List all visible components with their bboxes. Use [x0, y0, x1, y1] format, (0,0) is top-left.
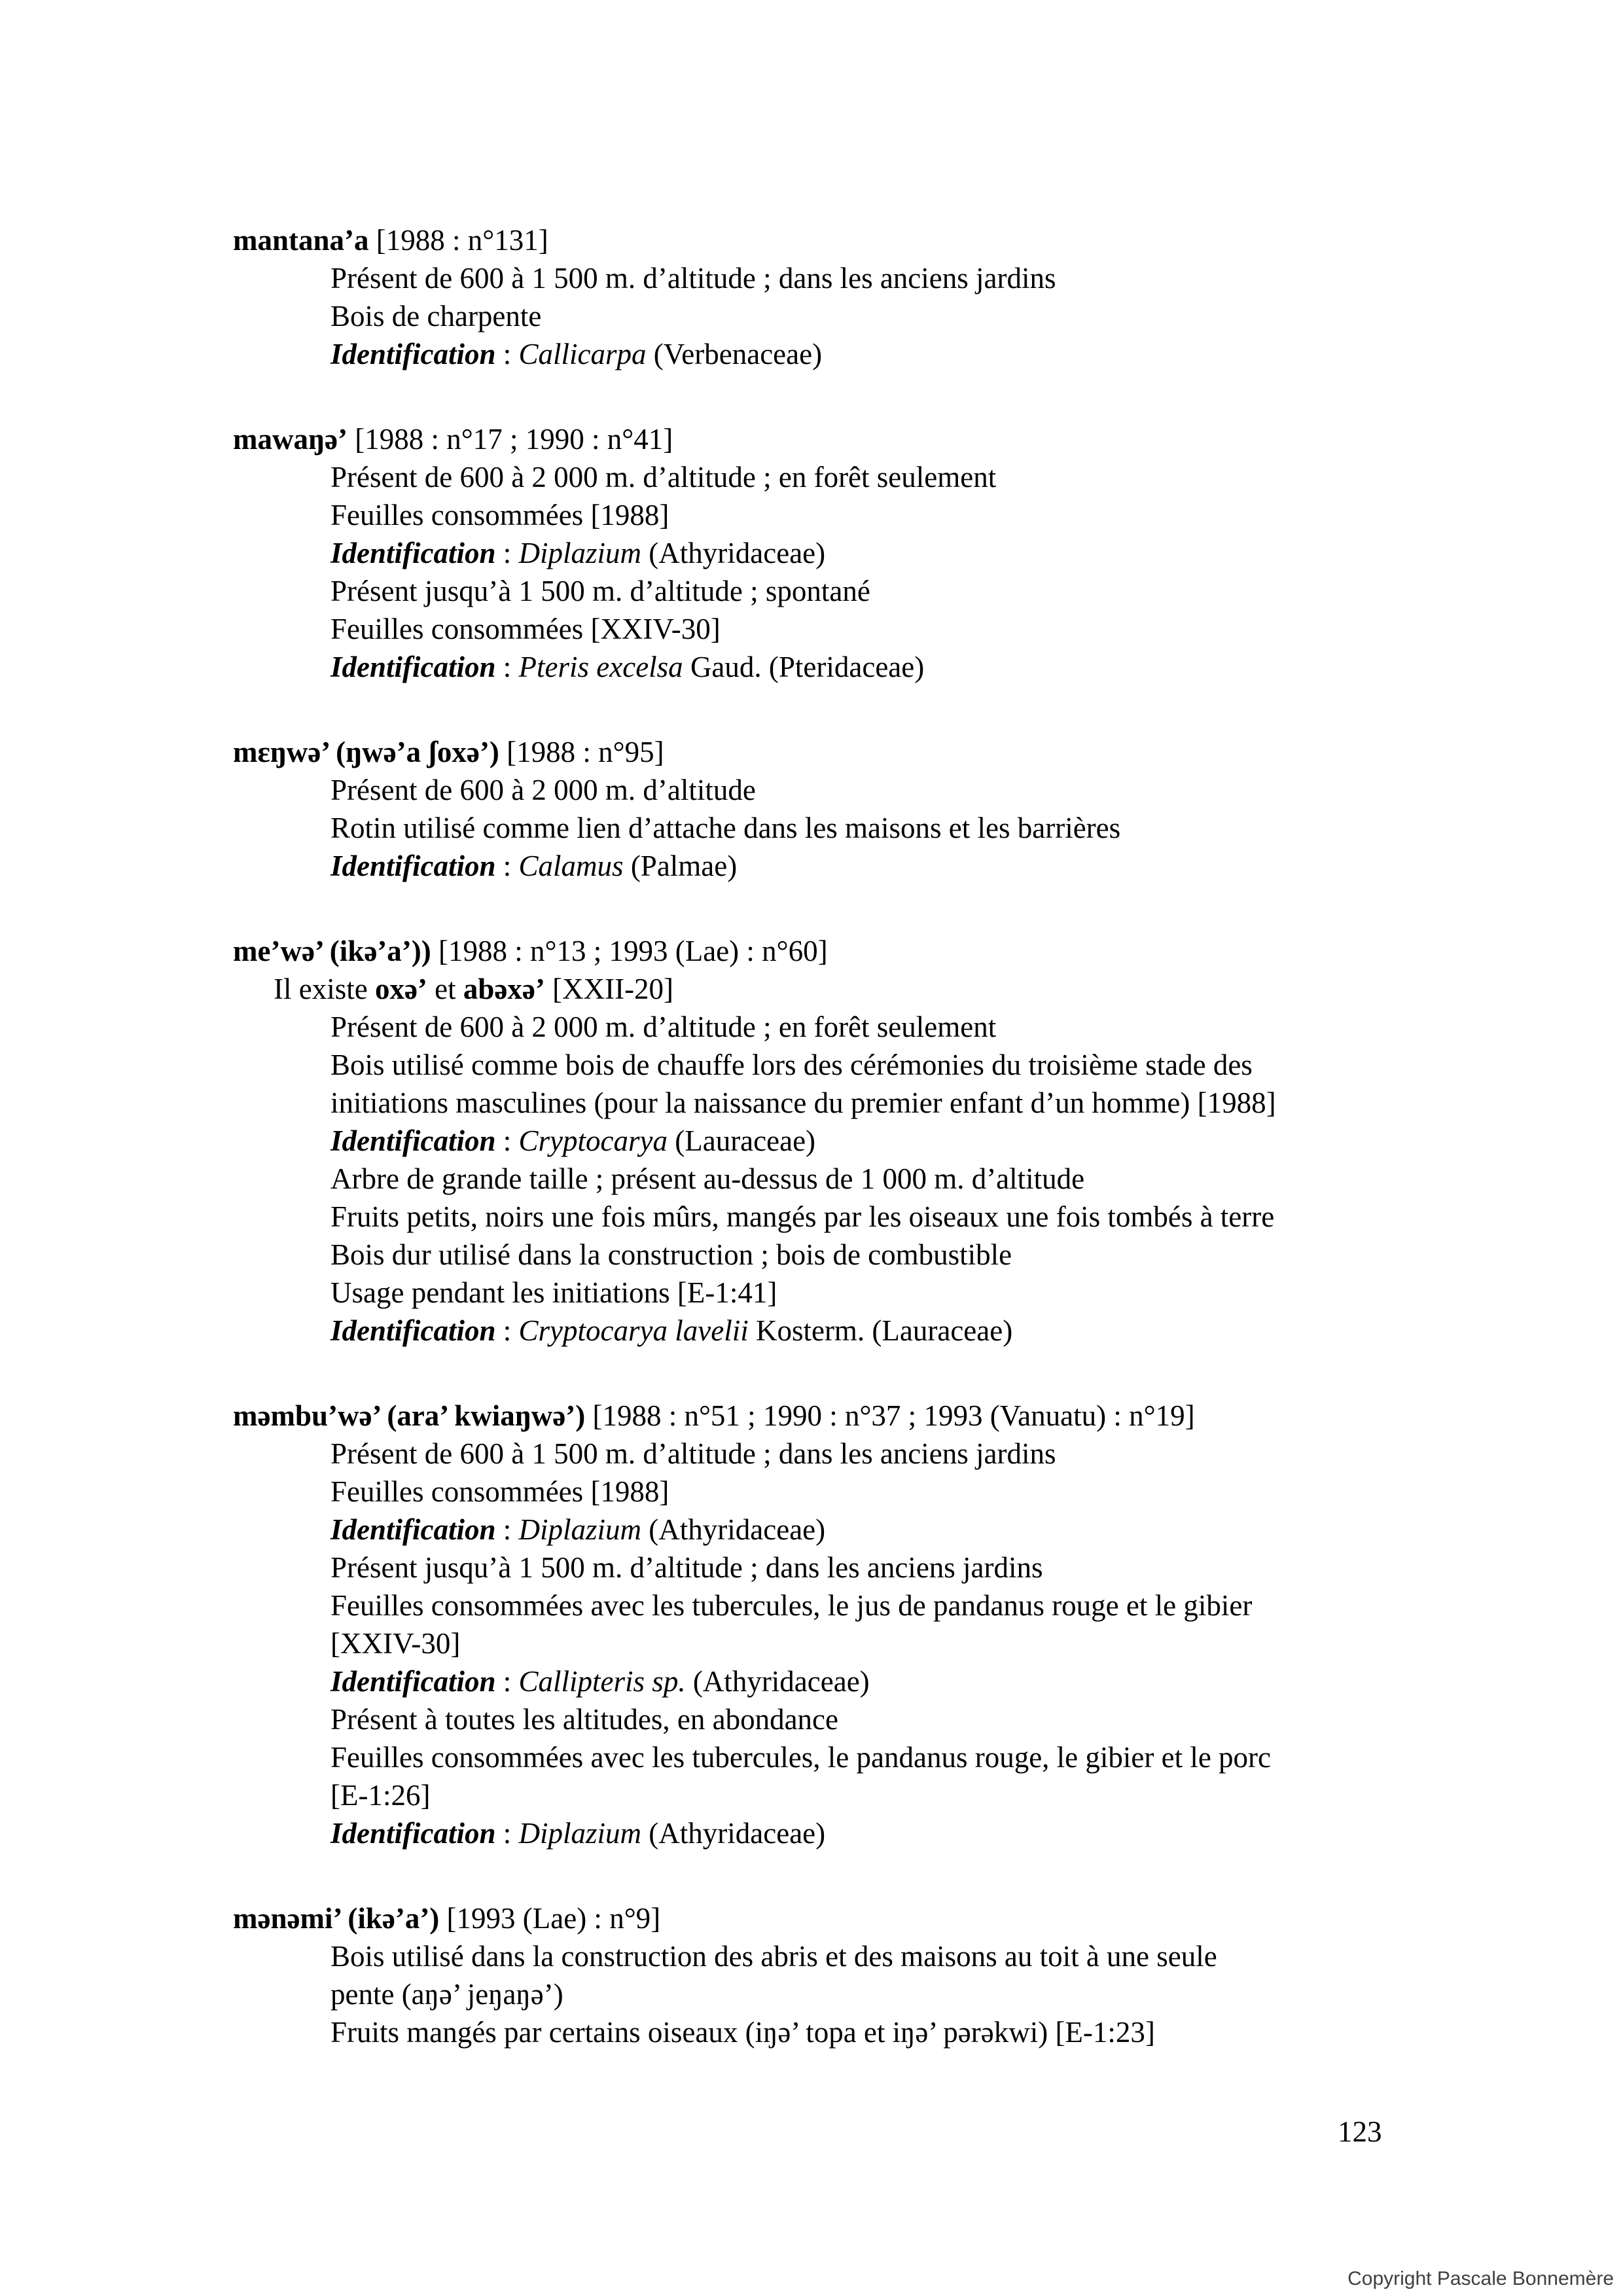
entry-text-line [0, 1312, 1623, 1350]
entry-text-line [0, 1274, 1623, 1312]
text-segment: Rotin utilisé comme lien d’attache dans les maisons et les barrières [330, 812, 1121, 844]
text-segment: [1988 : n°17 ; 1990 : n°41] [347, 423, 673, 456]
entry-text-line [0, 1975, 1623, 2013]
text-segment: : [495, 1124, 519, 1157]
entry-text-line [0, 1435, 1623, 1473]
text-segment: Bois utilisé dans la construction des abris et des maisons au toit à une seule [330, 1940, 1217, 1973]
entry-text-line [0, 1776, 1623, 1814]
text-segment: mənəmi’ (ikə’a’) [233, 1902, 440, 1935]
text-segment: Diplazium [518, 1817, 642, 1850]
text-segment: Présent de 600 à 1 500 m. d’altitude ; dans les anciens jardins [330, 1437, 1056, 1470]
text-segment: Présent à toutes les altitudes, en abondance [330, 1703, 839, 1736]
entry-text-line [0, 1937, 1623, 1975]
dictionary-entry [0, 932, 1623, 1350]
text-segment: Diplazium [518, 1513, 642, 1546]
text-segment: Identification [330, 651, 496, 683]
text-segment: (Palmae) [623, 850, 738, 882]
text-segment: Bois de charpente [330, 300, 542, 332]
text-segment: [1988 : n°131] [368, 224, 548, 257]
text-segment: Il existe [274, 973, 375, 1005]
text-segment: Cryptocarya lavelii [518, 1314, 749, 1347]
text-segment: : [495, 1513, 519, 1546]
text-segment: [XXIV-30] [330, 1627, 461, 1660]
text-segment: : [495, 537, 519, 569]
text-segment: : [495, 1665, 519, 1698]
text-segment: Callicarpa [518, 338, 647, 370]
text-segment: Identification [330, 1817, 496, 1850]
entry-text-line [0, 2013, 1623, 2051]
entry-text-line [0, 1160, 1623, 1198]
text-segment: [1988 : n°51 ; 1990 : n°37 ; 1993 (Vanuatu) : n°19] [585, 1399, 1195, 1432]
text-segment: abəxə’ [463, 973, 545, 1005]
text-segment: məmbu’wə’ (ara’ kwiaŋwə’) [233, 1399, 586, 1432]
entry-text-line [0, 847, 1623, 885]
text-segment: (Athyridaceae) [685, 1665, 870, 1698]
text-segment: (Verbenaceae) [646, 338, 823, 370]
entry-text-line [0, 1814, 1623, 1852]
entry-text-line [0, 1549, 1623, 1587]
entry-text-line [0, 1511, 1623, 1549]
text-segment: Cryptocarya [518, 1124, 668, 1157]
text-segment: [XXII-20] [544, 973, 674, 1005]
text-segment: Feuilles consommées [1988] [330, 1475, 669, 1508]
entry-text-line [0, 1473, 1623, 1511]
copyright: Copyright Pascale Bonnemère [1347, 2268, 1614, 2289]
text-segment: mɛŋwə’ (ŋwə’a ʃoxə’) [233, 736, 499, 768]
entry-text-line [0, 1700, 1623, 1738]
text-segment: : [495, 651, 519, 683]
dictionary-entry [0, 1397, 1623, 1852]
text-segment: Présent de 600 à 2 000 m. d’altitude [330, 774, 756, 806]
entry-text-line [0, 1662, 1623, 1700]
text-segment: Présent de 600 à 1 500 m. d’altitude ; dans les anciens jardins [330, 262, 1056, 295]
text-segment: (Athyridaceae) [641, 537, 826, 569]
text-segment: Bois utilisé comme bois de chauffe lors des cérémonies du troisième stade des [330, 1049, 1253, 1081]
text-segment: initiations masculines (pour la naissance du premier enfant d’un homme) [1988] [330, 1086, 1276, 1119]
text-segment: Arbre de grande taille ; présent au-dessus de 1 000 m. d’altitude [330, 1162, 1085, 1195]
dictionary-entry [0, 1899, 1623, 2051]
text-segment: [1988 : n°95] [499, 736, 664, 768]
text-segment: : [495, 1817, 519, 1850]
entry-text-line [0, 335, 1623, 373]
entry-text-line [0, 297, 1623, 335]
text-segment: Identification [330, 850, 496, 882]
text-segment: (Athyridaceae) [641, 1513, 826, 1546]
entry-text-line [0, 458, 1623, 496]
entry-headword-line [0, 221, 1623, 259]
text-segment: (Lauraceae) [668, 1124, 816, 1157]
text-segment: et [427, 973, 463, 1005]
text-segment: Pteris excelsa [518, 651, 683, 683]
text-segment: Gaud. (Pteridaceae) [683, 651, 925, 683]
text-segment: Fruits mangés par certains oiseaux (iŋə’ topa et iŋə’ pərəkwi) [E-1:23] [330, 2016, 1155, 2049]
text-segment: Identification [330, 1513, 496, 1546]
text-segment: Calamus [518, 850, 624, 882]
entry-headword-line [0, 733, 1623, 771]
page-number: 123 [1338, 2115, 1382, 2148]
text-segment: : [495, 850, 519, 882]
dictionary-entry [0, 221, 1623, 373]
text-segment: Présent de 600 à 2 000 m. d’altitude ; en forêt seulement [330, 1011, 997, 1043]
text-segment: mantana’a [233, 224, 369, 257]
text-segment: Identification [330, 1665, 496, 1698]
entry-headword-line [0, 932, 1623, 970]
text-segment: mawaŋə’ [233, 423, 348, 456]
text-segment: Feuilles consommées avec les tubercules, le pandanus rouge, le gibier et le porc [330, 1741, 1272, 1774]
entry-text-line [0, 970, 1623, 1008]
entry-text-line [0, 648, 1623, 686]
text-segment: Feuilles consommées avec les tubercules, le jus de pandanus rouge et le gibier [330, 1589, 1253, 1622]
entry-text-line [0, 1046, 1623, 1084]
text-segment: Identification [330, 537, 496, 569]
entry-text-line [0, 1738, 1623, 1776]
text-segment: Identification [330, 338, 496, 370]
text-segment: Usage pendant les initiations [E-1:41] [330, 1276, 777, 1309]
entry-text-line [0, 1587, 1623, 1624]
text-segment: pente (aŋə’ jeŋaŋə’) [330, 1978, 563, 2011]
text-segment: (Athyridaceae) [641, 1817, 826, 1850]
entry-text-line [0, 496, 1623, 534]
entry-headword-line [0, 1397, 1623, 1435]
text-segment: Diplazium [518, 537, 642, 569]
entries-list [0, 221, 1623, 2051]
entry-text-line [0, 1122, 1623, 1160]
entry-text-line [0, 771, 1623, 809]
text-segment: [E-1:26] [330, 1779, 431, 1812]
text-segment: [1988 : n°13 ; 1993 (Lae) : n°60] [431, 935, 828, 967]
text-segment: : [495, 1314, 519, 1347]
text-segment: Identification [330, 1314, 496, 1347]
text-segment: Bois dur utilisé dans la construction ; bois de combustible [330, 1238, 1012, 1271]
text-segment: Identification [330, 1124, 496, 1157]
entry-text-line [0, 259, 1623, 297]
dictionary-entry [0, 420, 1623, 686]
entry-text-line [0, 809, 1623, 847]
text-segment: Présent jusqu’à 1 500 m. d’altitude ; spontané [330, 575, 870, 607]
entry-text-line [0, 1198, 1623, 1236]
dictionary-entry [0, 733, 1623, 885]
entry-text-line [0, 610, 1623, 648]
entry-headword-line [0, 1899, 1623, 1937]
text-segment: Kosterm. (Lauraceae) [748, 1314, 1013, 1347]
text-segment: Callipteris sp. [518, 1665, 686, 1698]
text-segment: me’wə’ (ikə’a’)) [233, 935, 431, 967]
text-segment: [1993 (Lae) : n°9] [439, 1902, 661, 1935]
text-segment: Présent jusqu’à 1 500 m. d’altitude ; dans les anciens jardins [330, 1551, 1043, 1584]
entry-text-line [0, 534, 1623, 572]
text-segment: : [495, 338, 519, 370]
entry-text-line [0, 1084, 1623, 1122]
text-segment: Présent de 600 à 2 000 m. d’altitude ; en forêt seulement [330, 461, 997, 493]
entry-text-line [0, 1624, 1623, 1662]
text-segment: Fruits petits, noirs une fois mûrs, mangés par les oiseaux une fois tombés à terre [330, 1200, 1275, 1233]
text-segment: Feuilles consommées [1988] [330, 499, 669, 531]
text-segment: oxə’ [374, 973, 427, 1005]
entry-text-line [0, 572, 1623, 610]
entry-text-line [0, 1008, 1623, 1046]
entry-text-line [0, 1236, 1623, 1274]
text-segment: Feuilles consommées [XXIV-30] [330, 613, 721, 645]
entry-headword-line [0, 420, 1623, 458]
